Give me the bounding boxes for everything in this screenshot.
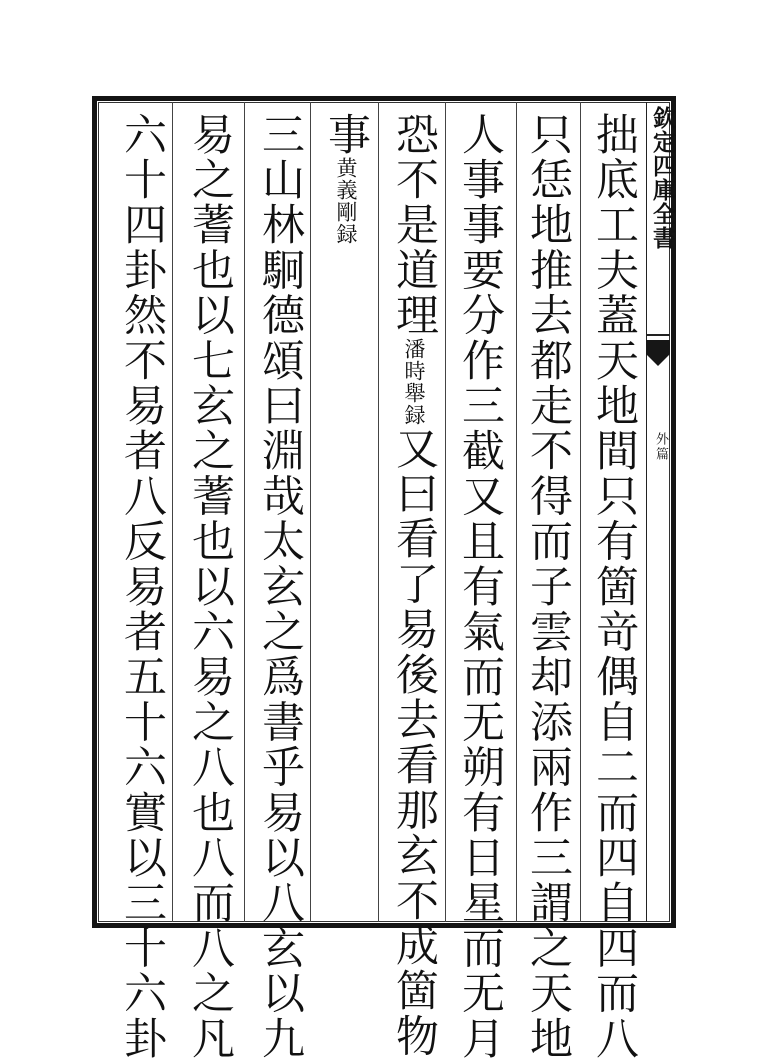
annotation-line-1: 潘時 — [402, 338, 426, 382]
column-divider — [310, 102, 311, 922]
text-column-2: 只恁地推去都走不得而子雲却添兩作三謂之天地 — [523, 112, 573, 1061]
column-4-text-a: 恐不是道理 — [389, 112, 439, 338]
column-4-text-b: 又曰看了易後去看那玄不成箇物 — [389, 426, 439, 1059]
text-column-4 — [384, 112, 444, 1059]
column-divider — [516, 102, 517, 922]
column-divider — [172, 102, 173, 922]
column-5-text-a: 事 — [321, 112, 371, 158]
annotation-line-2: 剛録 — [334, 201, 358, 246]
text-column-6: 三山林駉德頌曰淵哉太玄之爲書乎易以八玄以九 — [255, 112, 305, 1061]
column-divider — [378, 102, 379, 922]
text-column-8: 六十四卦然不易者八反易者五十六實以三十六卦 — [117, 112, 167, 1061]
inline-annotation — [316, 157, 376, 245]
annotation-line-1: 黄義 — [334, 157, 358, 202]
column-divider — [445, 102, 446, 922]
section-title: 外篇 — [653, 432, 668, 462]
fishtail-mark-icon — [646, 340, 670, 368]
text-column-1: 拙底工夫蓋天地間只有箇竒偶自二而四自四而八 — [589, 112, 639, 1061]
inline-annotation — [384, 338, 444, 426]
annotation-line-2: 舉録 — [402, 382, 426, 426]
text-column-3: 人事事要分作三截又且有氣而无朔有日星而无月 — [455, 112, 505, 1061]
text-column-5 — [316, 112, 376, 245]
margin-divider — [646, 334, 670, 336]
column-divider — [244, 102, 245, 922]
column-divider — [580, 102, 581, 922]
book-title: 欽定四庫全書 — [649, 106, 676, 250]
text-column-7: 易之蓍也以七玄之蓍也以六易之八也八而八之凡 — [185, 112, 235, 1061]
